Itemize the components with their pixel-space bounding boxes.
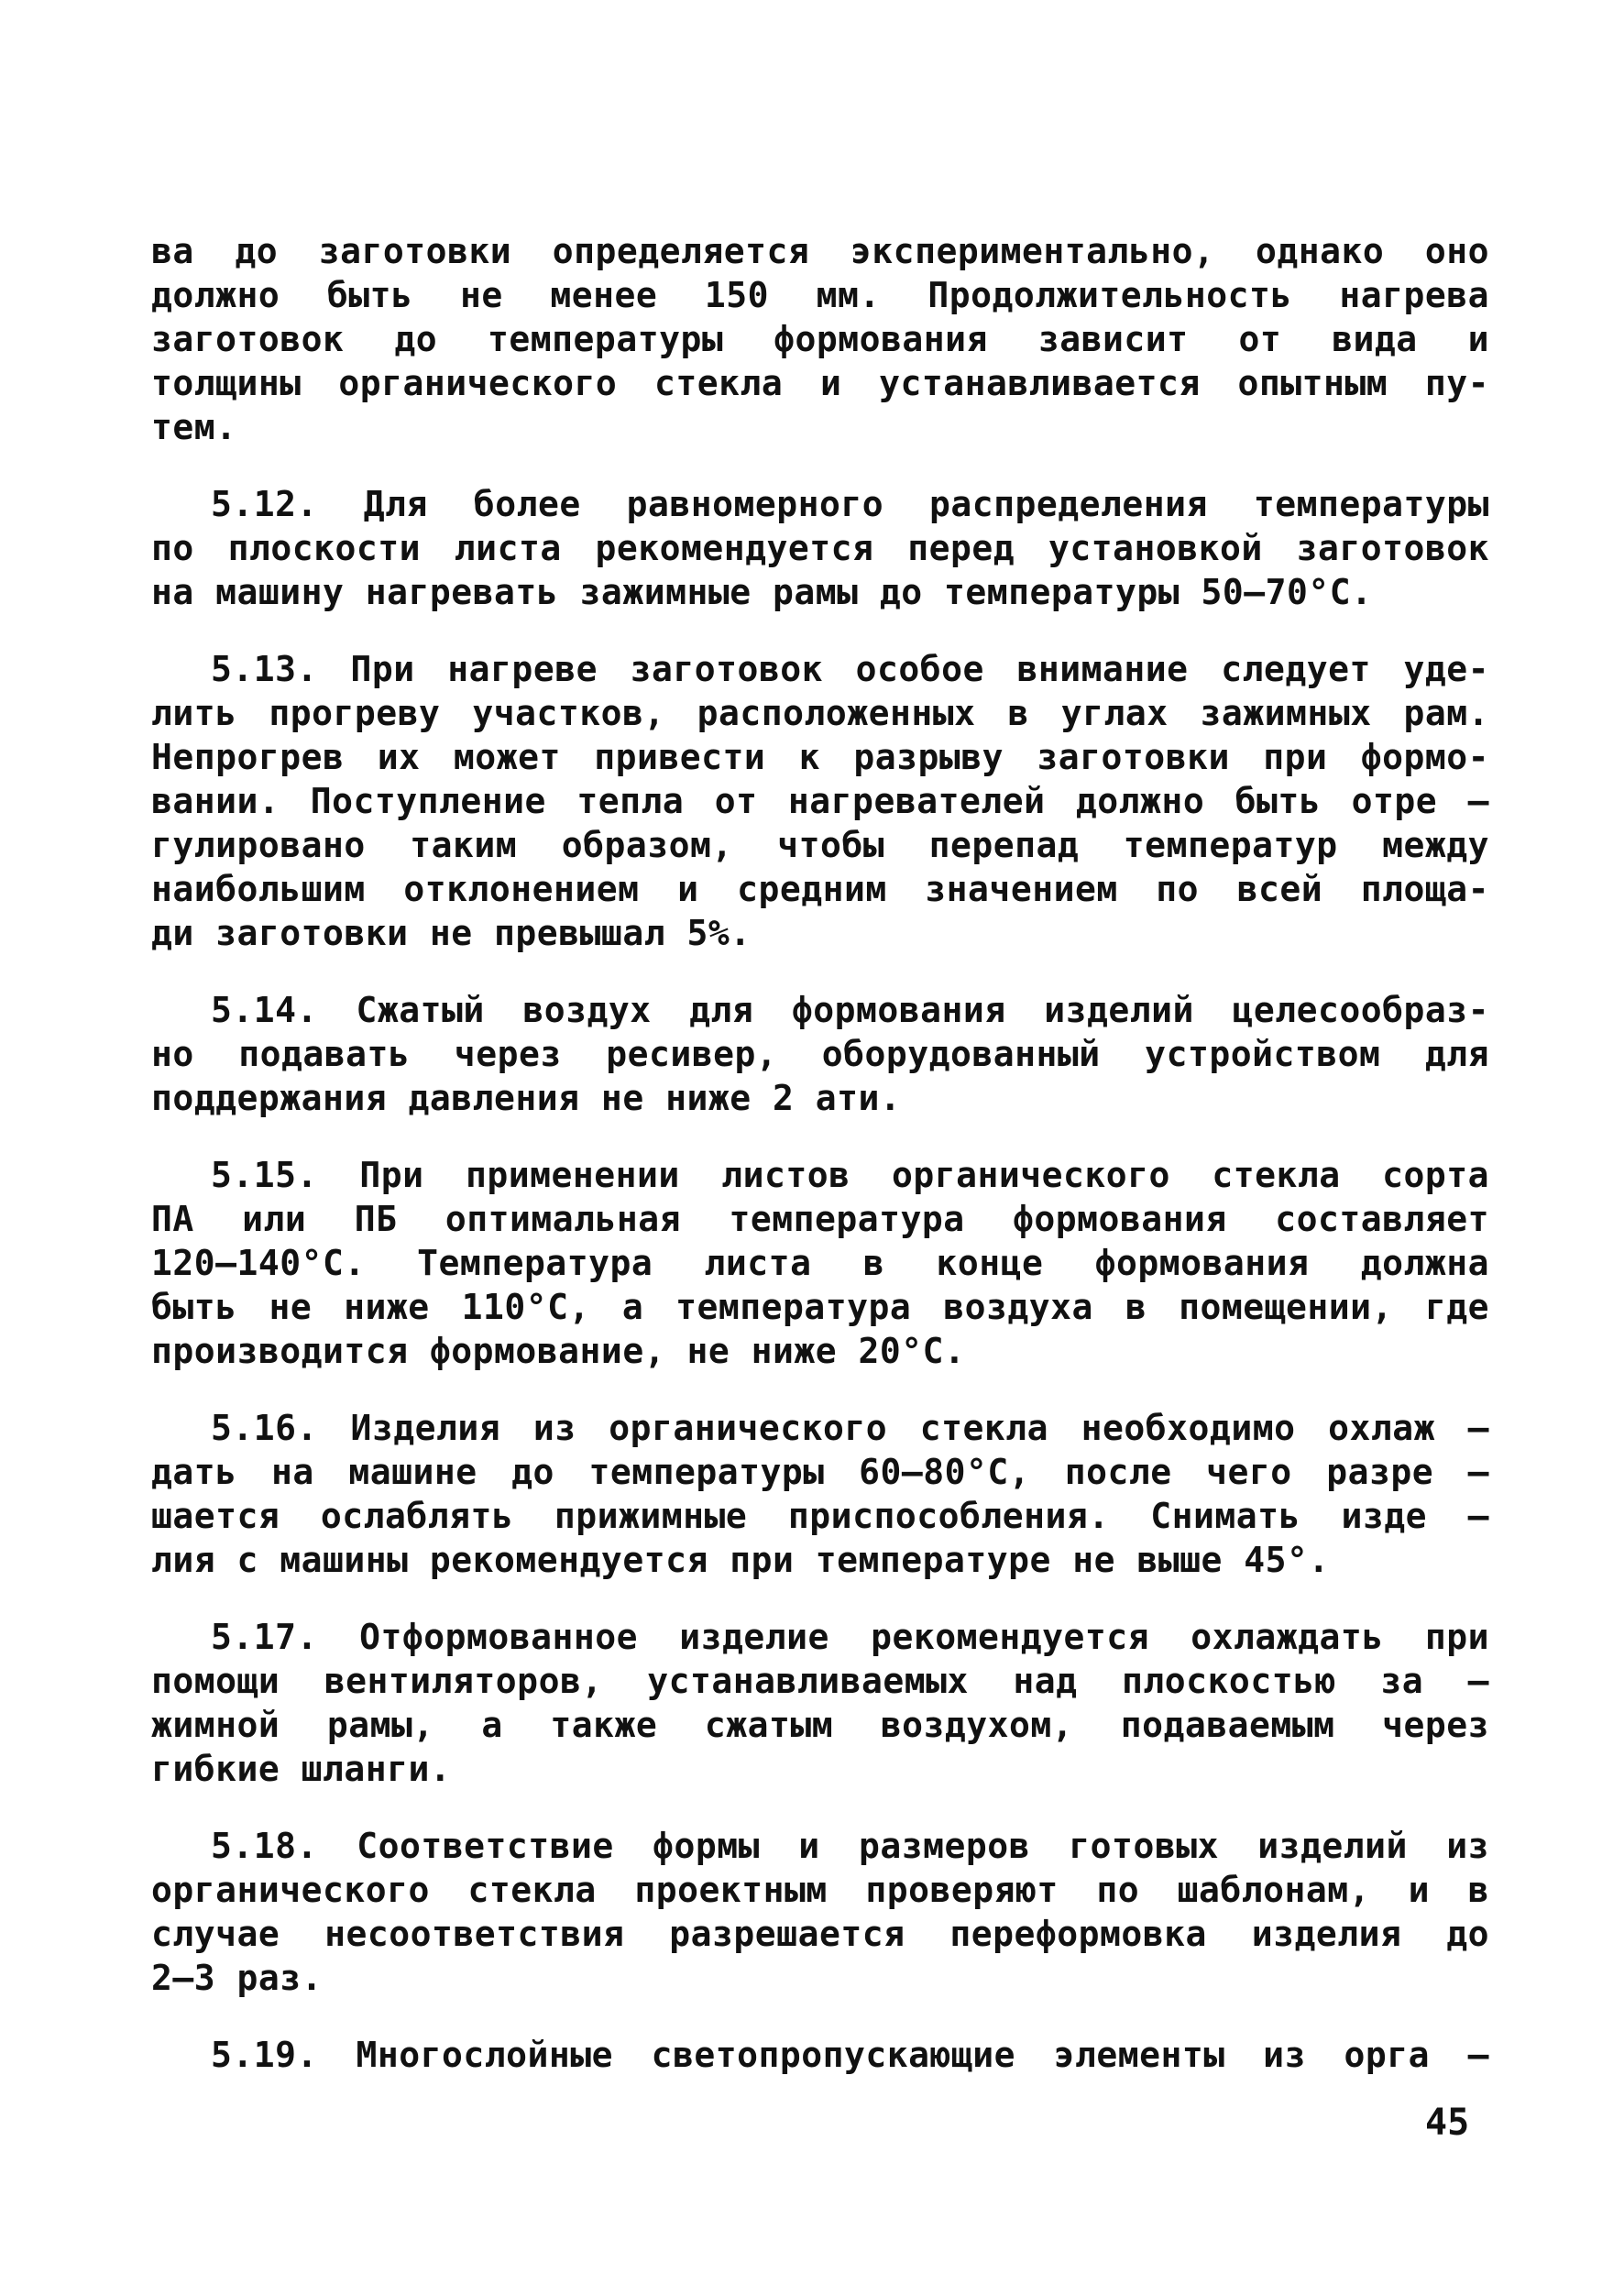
text-line: 5.18. Соответствие формы и размеров готовых изделий из (211, 1826, 1489, 1866)
text-line: 5.17. Отформованное изделие рекомендуется охлаждать при (211, 1617, 1489, 1657)
text-line: помощи вентиляторов, устанавливаемых над плоскостью за – (151, 1661, 1489, 1701)
text-line: 5.12. Для более равномерного распределения температуры (211, 484, 1489, 524)
paragraph-5-19 (151, 2033, 1489, 2077)
text-line: на машину нагревать зажимные рамы до температуры 50–70°С. (151, 572, 1373, 612)
text-line: ва до заготовки определяется экспериментально, однако оно (151, 231, 1489, 271)
text-line: 5.15. При применении листов органического стекла сорта (211, 1155, 1489, 1195)
paragraph-5-14 (151, 988, 1489, 1120)
paragraph-5-15 (151, 1153, 1489, 1373)
text-line: 5.13. При нагреве заготовок особое внимание следует уде- (211, 649, 1489, 689)
text-line: Непрогрев их может привести к разрыву заготовки при формо- (151, 737, 1489, 777)
text-line: быть не ниже 110°С, а температура воздуха в помещении, где (151, 1287, 1489, 1327)
text-line: ПА или ПБ оптимальная температура формования составляет (151, 1199, 1489, 1239)
text-line: 2–3 раз. (151, 1958, 324, 1998)
text-line: случае несоответствия разрешается переформовка изделия до (151, 1914, 1489, 1954)
text-line: поддержания давления не ниже 2 ати. (151, 1078, 902, 1118)
document-body (151, 229, 1489, 2110)
paragraph-5-12 (151, 482, 1489, 614)
paragraph-5-18 (151, 1824, 1489, 2000)
text-line: по плоскости листа рекомендуется перед установкой заготовок (151, 528, 1489, 568)
text-line: гулировано таким образом, чтобы перепад температур между (151, 825, 1489, 865)
text-line: но подавать через ресивер, оборудованный устройством для (151, 1034, 1489, 1074)
text-line: 5.16. Изделия из органического стекла необходимо охлаж – (211, 1408, 1489, 1448)
paragraph-heating-continuation (151, 229, 1489, 449)
text-line: шается ослаблять прижимные приспособления. Снимать изде – (151, 1496, 1489, 1536)
text-line: 5.19. Многослойные светопропускающие элементы из орга – (211, 2035, 1489, 2075)
paragraph-5-13 (151, 647, 1489, 955)
text-line: заготовок до температуры формования зависит от вида и (151, 319, 1489, 359)
text-line: гибкие шланги. (151, 1749, 452, 1789)
text-line: производится формование, не ниже 20°С. (151, 1331, 966, 1371)
text-line: лия с машины рекомендуется при температуре не выше 45°. (151, 1540, 1330, 1580)
text-line: наибольшим отклонением и средним значением по всей площа- (151, 869, 1489, 909)
text-line: толщины органического стекла и устанавливается опытным пу- (151, 363, 1489, 403)
text-line: вании. Поступление тепла от нагревателей должно быть отре – (151, 781, 1489, 821)
text-line: 5.14. Сжатый воздух для формования изделий целесообраз- (211, 990, 1489, 1030)
text-line: жимной рамы, а также сжатым воздухом, подаваемым через (151, 1705, 1489, 1745)
text-line: должно быть не менее 150 мм. Продолжительность нагрева (151, 275, 1489, 315)
paragraph-5-16 (151, 1406, 1489, 1582)
paragraph-5-17 (151, 1615, 1489, 1791)
text-line: ди заготовки не превышал 5%. (151, 913, 752, 953)
text-line: 120–140°С. Температура листа в конце формования должна (151, 1243, 1489, 1283)
text-line: тем. (151, 407, 237, 447)
page-number: 45 (1425, 2102, 1470, 2144)
text-line: органического стекла проектным проверяют по шаблонам, и в (151, 1870, 1489, 1910)
text-line: лить прогреву участков, расположенных в углах зажимных рам. (151, 693, 1489, 733)
text-line: дать на машине до температуры 60–80°С, после чего разре – (151, 1452, 1489, 1492)
